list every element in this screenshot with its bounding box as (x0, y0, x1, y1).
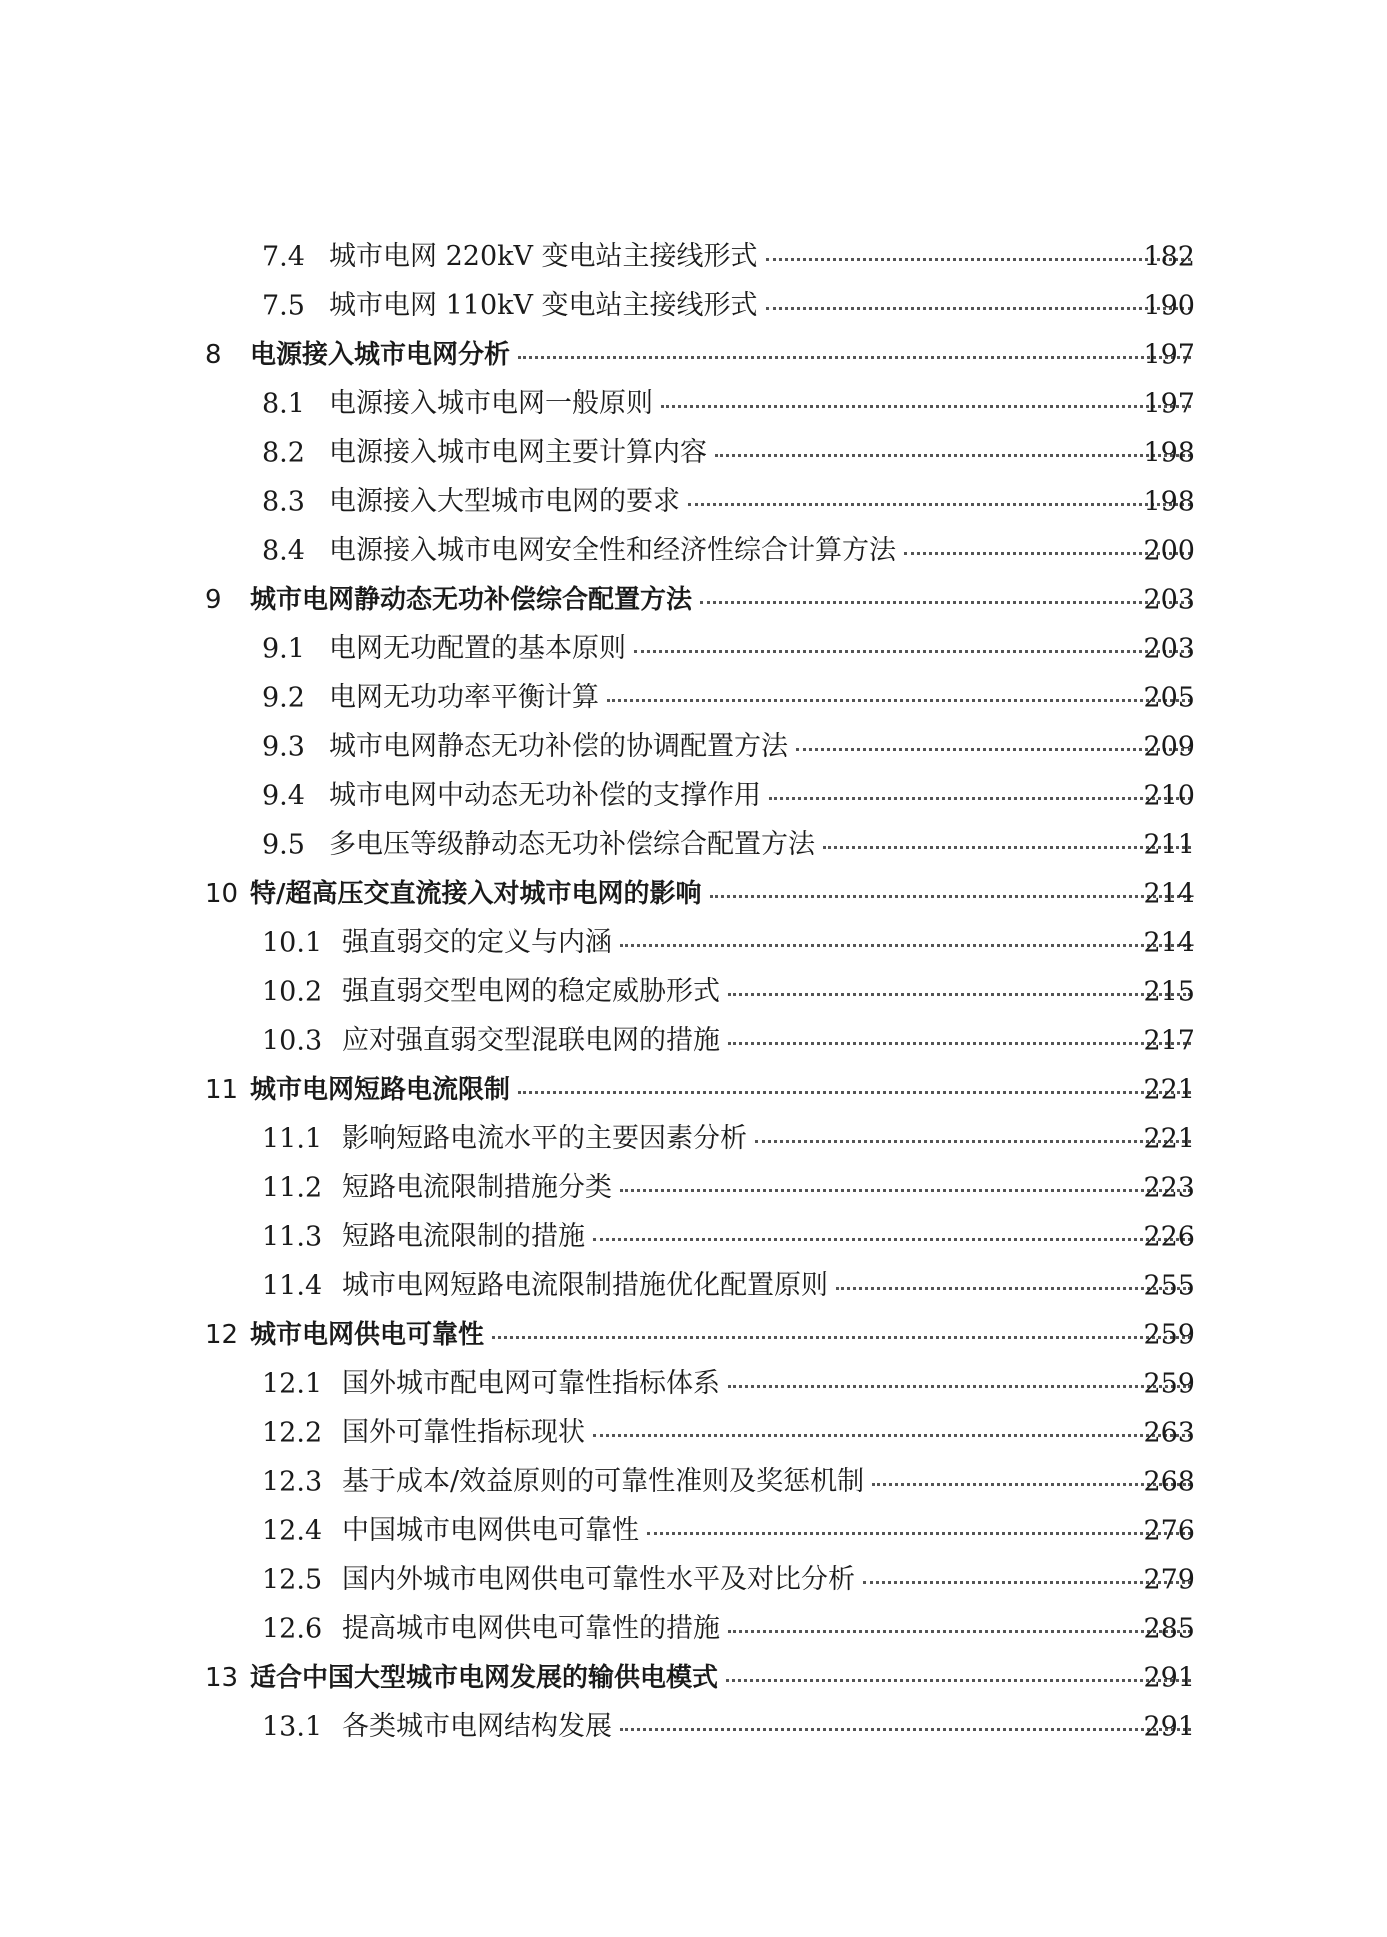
toc-entry-title-wrap (342, 1506, 1191, 1555)
toc-entry-title-wrap (329, 722, 1191, 771)
toc-entry-title-wrap (342, 1408, 1191, 1457)
toc-entry-number: 10.1 (262, 927, 323, 958)
toc-section-entry[interactable] (0, 1702, 1387, 1751)
toc-section-entry[interactable] (0, 428, 1387, 477)
toc-entry-title-wrap (342, 1359, 1191, 1408)
toc-dot-leader (620, 1189, 1191, 1192)
toc-section-entry[interactable] (0, 1408, 1387, 1457)
toc-section-entry[interactable] (0, 771, 1387, 820)
toc-entry-title-wrap (342, 1016, 1191, 1065)
toc-page-number: 221 (1143, 1123, 1195, 1154)
toc-section-entry[interactable] (0, 1114, 1387, 1163)
toc-page-number: 268 (1143, 1466, 1195, 1497)
toc-dot-leader (620, 1728, 1191, 1731)
toc-section-entry[interactable] (0, 624, 1387, 673)
toc-entry-title-wrap (329, 624, 1191, 673)
toc-entry-number: 11.3 (262, 1221, 323, 1252)
toc-dot-leader (607, 699, 1191, 702)
toc-entry-number: 11.1 (262, 1123, 323, 1154)
toc-section-entry[interactable] (0, 281, 1387, 330)
toc-page-number: 259 (1143, 1368, 1195, 1399)
toc-entry-number: 12.5 (262, 1564, 323, 1595)
toc-entry-title: 国内外城市电网供电可靠性水平及对比分析 (342, 1564, 855, 1595)
toc-chapter-entry[interactable] (0, 1310, 1387, 1359)
toc-page-number: 223 (1143, 1172, 1195, 1203)
toc-entry-title: 电网无功配置的基本原则 (329, 633, 626, 664)
toc-page-number: 214 (1143, 878, 1195, 909)
toc-entry-number: 10.2 (262, 976, 323, 1007)
toc-entry-title-wrap (329, 232, 1191, 281)
toc-entry-title: 电源接入城市电网安全性和经济性综合计算方法 (329, 535, 896, 566)
toc-page-number: 198 (1143, 486, 1195, 517)
toc-entry-title: 电网无功功率平衡计算 (329, 682, 599, 713)
toc-entry-number: 7.5 (262, 290, 305, 321)
toc-dot-leader (755, 1140, 1191, 1143)
toc-entry-title-wrap (329, 281, 1191, 330)
toc-section-entry[interactable] (0, 1016, 1387, 1065)
toc-dot-leader (518, 356, 1191, 359)
toc-page-number: 209 (1143, 731, 1195, 762)
toc-page-number: 197 (1143, 339, 1195, 370)
toc-entry-title: 国外可靠性指标现状 (342, 1417, 585, 1448)
toc-dot-leader (661, 405, 1191, 408)
toc-entry-number: 9.4 (262, 780, 305, 811)
toc-entry-title: 城市电网 220kV 变电站主接线形式 (329, 241, 758, 272)
toc-dot-leader (728, 993, 1191, 996)
toc-section-entry[interactable] (0, 379, 1387, 428)
toc-entry-number: 7.4 (262, 241, 305, 272)
toc-entry-title: 提高城市电网供电可靠性的措施 (342, 1613, 720, 1644)
toc-entry-title-wrap (342, 1114, 1191, 1163)
toc-section-entry[interactable] (0, 1212, 1387, 1261)
toc-page-number: 215 (1143, 976, 1195, 1007)
toc-entry-title: 各类城市电网结构发展 (342, 1711, 612, 1742)
toc-page-number: 197 (1143, 388, 1195, 419)
toc-entry-number: 9.1 (262, 633, 305, 664)
toc-entry-number: 11 (205, 1074, 239, 1105)
toc-section-entry[interactable] (0, 1604, 1387, 1653)
toc-entry-title-wrap (342, 1702, 1191, 1751)
toc-entry-title: 短路电流限制的措施 (342, 1221, 585, 1252)
toc-section-entry[interactable] (0, 1261, 1387, 1310)
toc-dot-leader (769, 797, 1191, 800)
toc-dot-leader (492, 1336, 1191, 1339)
toc-entry-number: 8 (205, 339, 222, 370)
toc-dot-leader (710, 895, 1192, 898)
toc-entry-title: 电源接入城市电网分析 (250, 339, 511, 370)
toc-entry-number: 9.3 (262, 731, 305, 762)
toc-entry-title-wrap (329, 428, 1191, 477)
toc-dot-leader (728, 1042, 1191, 1045)
toc-entry-title-wrap (329, 379, 1191, 428)
toc-page-number: 263 (1143, 1417, 1195, 1448)
toc-dot-leader (518, 1091, 1191, 1094)
toc-entry-title: 城市电网中动态无功补偿的支撑作用 (329, 780, 761, 811)
toc-entry-number: 8.4 (262, 535, 305, 566)
toc-dot-leader (634, 650, 1191, 653)
toc-section-entry[interactable] (0, 1163, 1387, 1212)
toc-entry-title-wrap (329, 526, 1191, 575)
toc-entry-title: 城市电网静态无功补偿的协调配置方法 (329, 731, 788, 762)
toc-page-number: 214 (1143, 927, 1195, 958)
toc-entry-title-wrap (342, 967, 1191, 1016)
toc-chapter-entry[interactable] (0, 330, 1387, 379)
toc-dot-leader (620, 944, 1191, 947)
toc-entry-title-wrap (342, 1457, 1191, 1506)
toc-entry-title: 特/超高压交直流接入对城市电网的影响 (250, 878, 702, 909)
toc-section-entry[interactable] (0, 1506, 1387, 1555)
toc-entry-number: 13.1 (262, 1711, 323, 1742)
toc-page-number: 203 (1143, 633, 1195, 664)
toc-chapter-entry[interactable] (0, 869, 1387, 918)
toc-entry-title: 城市电网供电可靠性 (250, 1319, 485, 1350)
toc-dot-leader (766, 258, 1191, 261)
toc-entry-number: 12 (205, 1319, 239, 1350)
toc-dot-leader (836, 1287, 1191, 1290)
toc-entry-number: 8.3 (262, 486, 305, 517)
toc-entry-number: 9.5 (262, 829, 305, 860)
toc-section-entry[interactable] (0, 1359, 1387, 1408)
toc-entry-title-wrap (250, 575, 1191, 624)
toc-page-number: 291 (1143, 1711, 1195, 1742)
toc-dot-leader (593, 1238, 1191, 1241)
toc-section-entry[interactable] (0, 526, 1387, 575)
toc-entry-title-wrap (329, 820, 1191, 869)
toc-section-entry[interactable] (0, 967, 1387, 1016)
toc-page-number: 226 (1143, 1221, 1195, 1252)
toc-entry-title: 适合中国大型城市电网发展的输供电模式 (250, 1662, 719, 1693)
toc-entry-title: 电源接入城市电网主要计算内容 (329, 437, 707, 468)
toc-entry-number: 11.4 (262, 1270, 323, 1301)
toc-entry-title-wrap (342, 918, 1191, 967)
toc-chapter-entry[interactable] (0, 575, 1387, 624)
toc-page-number: 259 (1143, 1319, 1195, 1350)
toc-section-entry[interactable] (0, 918, 1387, 967)
toc-entry-number: 8.1 (262, 388, 305, 419)
toc-entry-number: 10.3 (262, 1025, 323, 1056)
toc-entry-title-wrap (250, 1065, 1191, 1114)
toc-page-number: 211 (1143, 829, 1195, 860)
toc-entry-number: 12.4 (262, 1515, 323, 1546)
toc-dot-leader (715, 454, 1191, 457)
toc-section-entry[interactable] (0, 722, 1387, 771)
toc-dot-leader (863, 1581, 1191, 1584)
toc-entry-title-wrap (342, 1555, 1191, 1604)
toc-entry-number: 11.2 (262, 1172, 323, 1203)
toc-dot-leader (796, 748, 1191, 751)
toc-page-number: 217 (1143, 1025, 1195, 1056)
toc-page-number: 182 (1143, 241, 1195, 272)
toc-entry-title: 城市电网 110kV 变电站主接线形式 (329, 290, 758, 321)
toc-section-entry[interactable] (0, 820, 1387, 869)
toc-entry-title-wrap (342, 1212, 1191, 1261)
toc-page-number: 279 (1143, 1564, 1195, 1595)
toc-entry-title-wrap (250, 869, 1191, 918)
toc-entry-title-wrap (329, 771, 1191, 820)
toc-entry-title-wrap (250, 330, 1191, 379)
toc-entry-title-wrap (329, 477, 1191, 526)
toc-entry-title: 应对强直弱交型混联电网的措施 (342, 1025, 720, 1056)
toc-entry-title: 短路电流限制措施分类 (342, 1172, 612, 1203)
toc-chapter-entry[interactable] (0, 1653, 1387, 1702)
toc-entry-title: 城市电网短路电流限制措施优化配置原则 (342, 1270, 828, 1301)
toc-entry-title: 城市电网短路电流限制 (250, 1074, 511, 1105)
toc-page-number: 200 (1143, 535, 1195, 566)
toc-entry-number: 12.6 (262, 1613, 323, 1644)
toc-page-number: 190 (1143, 290, 1195, 321)
toc-entry-title: 电源接入大型城市电网的要求 (329, 486, 680, 517)
toc-section-entry[interactable] (0, 673, 1387, 722)
toc-entry-title: 多电压等级静动态无功补偿综合配置方法 (329, 829, 815, 860)
toc-section-entry[interactable] (0, 232, 1387, 281)
toc-entry-title: 电源接入城市电网一般原则 (329, 388, 653, 419)
toc-dot-leader (593, 1434, 1191, 1437)
toc-entry-title: 强直弱交的定义与内涵 (342, 927, 612, 958)
toc-section-entry[interactable] (0, 1555, 1387, 1604)
toc-dot-leader (700, 601, 1191, 604)
toc-page-number: 291 (1143, 1662, 1195, 1693)
toc-dot-leader (766, 307, 1191, 310)
toc-dot-leader (688, 503, 1191, 506)
toc-entry-number: 9 (205, 584, 222, 615)
toc-entry-title: 国外城市配电网可靠性指标体系 (342, 1368, 720, 1399)
toc-page-number: 210 (1143, 780, 1195, 811)
toc-entry-title-wrap (329, 673, 1191, 722)
toc-entry-title: 基于成本/效益原则的可靠性准则及奖惩机制 (342, 1466, 865, 1497)
toc-entry-number: 9.2 (262, 682, 305, 713)
toc-page-number: 221 (1143, 1074, 1195, 1105)
toc-entry-number: 8.2 (262, 437, 305, 468)
toc-entry-title-wrap (342, 1261, 1191, 1310)
toc-entry-title: 中国城市电网供电可靠性 (342, 1515, 639, 1546)
toc-page-number: 203 (1143, 584, 1195, 615)
table-of-contents (0, 232, 1387, 1751)
toc-chapter-entry[interactable] (0, 1065, 1387, 1114)
toc-entry-title-wrap (250, 1310, 1191, 1359)
toc-entry-title: 影响短路电流水平的主要因素分析 (342, 1123, 747, 1154)
toc-page-number: 255 (1143, 1270, 1195, 1301)
toc-page-number: 198 (1143, 437, 1195, 468)
toc-dot-leader (728, 1385, 1191, 1388)
toc-entry-number: 12.2 (262, 1417, 323, 1448)
toc-dot-leader (726, 1679, 1191, 1682)
toc-dot-leader (728, 1630, 1191, 1633)
toc-entry-number: 12.1 (262, 1368, 323, 1399)
toc-entry-number: 13 (205, 1662, 239, 1693)
toc-section-entry[interactable] (0, 1457, 1387, 1506)
toc-dot-leader (823, 846, 1191, 849)
toc-entry-title-wrap (342, 1163, 1191, 1212)
toc-page-number: 276 (1143, 1515, 1195, 1546)
toc-page-number: 205 (1143, 682, 1195, 713)
toc-entry-title: 强直弱交型电网的稳定威胁形式 (342, 976, 720, 1007)
toc-entry-number: 10 (205, 878, 239, 909)
toc-entry-title: 城市电网静动态无功补偿综合配置方法 (250, 584, 693, 615)
toc-entry-title-wrap (250, 1653, 1191, 1702)
toc-section-entry[interactable] (0, 477, 1387, 526)
toc-dot-leader (647, 1532, 1191, 1535)
toc-entry-title-wrap (342, 1604, 1191, 1653)
toc-entry-number: 12.3 (262, 1466, 323, 1497)
toc-page-number: 285 (1143, 1613, 1195, 1644)
